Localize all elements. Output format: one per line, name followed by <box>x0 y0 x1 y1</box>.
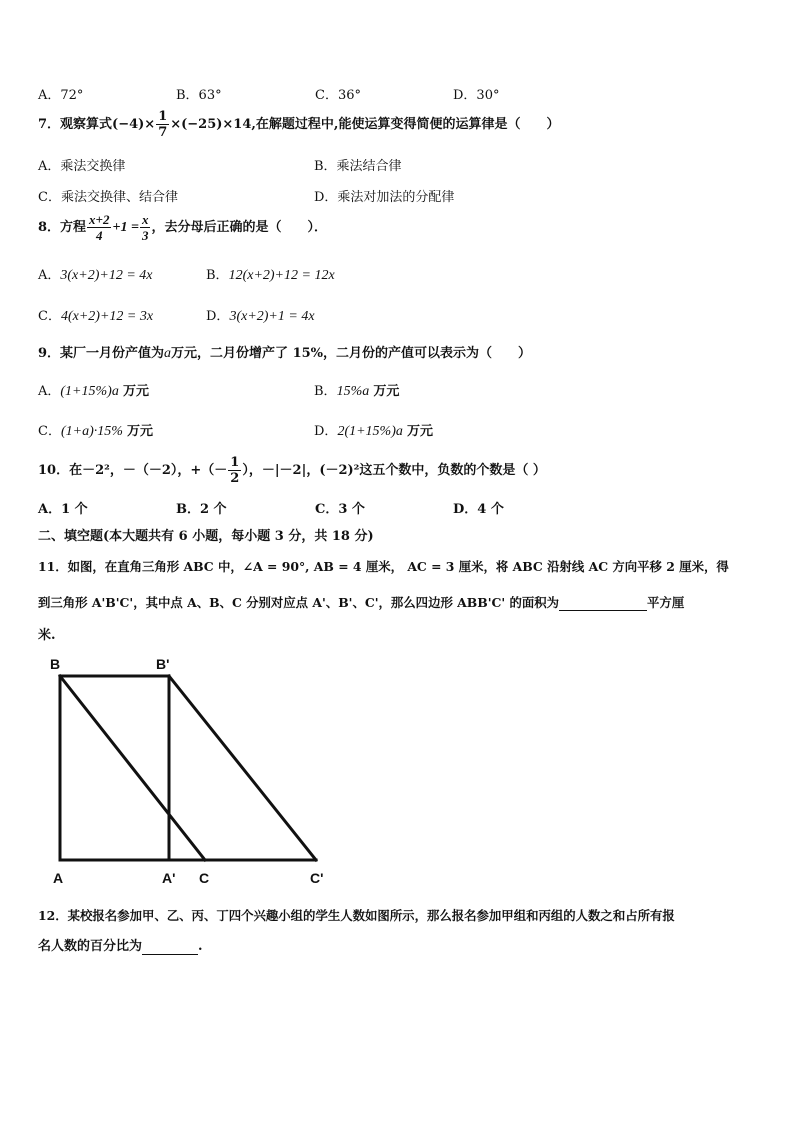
q9-var: a <box>164 346 172 361</box>
q12-answer-blank <box>142 939 198 955</box>
q6-option-a: A．72° <box>38 88 84 103</box>
q9-option-a <box>38 380 149 400</box>
q8-fraction-2 <box>140 212 151 243</box>
q8-c-label: C． <box>38 309 61 324</box>
q9-c-unit: 万元 <box>127 424 154 439</box>
section-heading: 二、填空题(本大题共有 6 小题，每小题 3 分，共 18 分) <box>38 529 374 544</box>
q9-stem <box>38 342 531 362</box>
q8-d-label: D． <box>206 309 230 324</box>
q8-suffix: ，去分母后正确的是（ ）． <box>151 220 327 235</box>
q9-option-c <box>38 420 153 440</box>
label-c: C <box>199 870 210 886</box>
q9-b-label: B． <box>314 384 337 399</box>
q9-a-unit: 万元 <box>122 384 149 399</box>
q11-line-2a: 到三角形 A'B'C'，其中点 A、B、C 分别对应点 A'、B'、C'，那么四边形 ABB'C' 的面积为 <box>38 595 560 610</box>
q8-option-c <box>38 305 153 325</box>
q12-line-2-end: . <box>198 939 203 954</box>
q8-option-a <box>38 264 152 284</box>
q8-b-label: B． <box>206 268 229 283</box>
q11-line-3: 米. <box>38 628 56 643</box>
q9-option-b <box>314 380 399 400</box>
q11-answer-blank <box>559 595 647 611</box>
q10-suffix: ），－|－2|，(－2)²这五个数中，负数的个数是（ ） <box>242 463 546 478</box>
label-bp: B' <box>156 656 170 672</box>
q9-c-expr: (1+a)·15% <box>60 424 123 439</box>
q8-option-d <box>206 305 315 325</box>
q11-line-2b: 平方厘 <box>647 595 685 610</box>
q8-mid: +1 = <box>112 220 139 235</box>
q11-line-2 <box>38 593 684 611</box>
q10-stem <box>38 455 546 486</box>
q9-a-label: A． <box>38 384 61 399</box>
q10-option-c: C．3 个 <box>315 502 365 517</box>
q8-d-expr: 3(x+2)+1 = 4x <box>229 309 315 324</box>
q10-option-a: A．1 个 <box>38 502 88 517</box>
q10-frac-den: 2 <box>230 471 240 486</box>
q7-option-c: C．乘法交换律、结合律 <box>38 190 178 205</box>
q9-text-b: 万元，二月份增产了 15%，二月份的产值可以表示为（ ） <box>171 346 532 361</box>
q9-option-d <box>314 420 433 440</box>
label-cp: C' <box>310 870 324 886</box>
q7-option-b: B．乘法结合律 <box>314 159 402 174</box>
q6-option-b: B．63° <box>176 88 222 103</box>
q8-b-expr: 12(x+2)+12 = 12x <box>228 268 335 283</box>
q6-option-d: D．30° <box>453 88 500 103</box>
q7-suffix: ×(−25)×14,在解题过程中,能使运算变得简便的运算律是（ ） <box>170 117 560 132</box>
q9-b-expr: 15%a <box>336 384 370 399</box>
q8-f2-num: x <box>141 212 149 227</box>
label-a: A <box>53 870 64 886</box>
q8-f2-den: 3 <box>141 228 149 243</box>
q11-line-1: 11．如图，在直角三角形 ABC 中，∠A = 90°, AB = 4 厘米， AC = 3 厘米，将 ABC 沿射线 AC 方向平移 2 厘米，得 <box>38 559 729 574</box>
q12-line-1: 12．某校报名参加甲、乙、丙、丁四个兴趣小组的学生人数如图所示，那么报名参加甲组和丙组的人数之和占所有报 <box>38 908 675 923</box>
q7-fraction <box>156 109 169 140</box>
q8-prefix: 8．方程 <box>38 220 87 235</box>
q8-c-expr: 4(x+2)+12 = 3x <box>60 309 154 324</box>
q8-f1-den: 4 <box>96 228 103 243</box>
q7-option-d: D．乘法对加法的分配律 <box>314 190 455 205</box>
q7-prefix: 7．观察算式(−4)× <box>38 117 156 132</box>
q10-frac-num: 1 <box>230 455 240 470</box>
q10-fraction <box>228 455 241 486</box>
q8-f1-num: x+2 <box>89 212 110 227</box>
q8-fraction-1 <box>87 212 111 243</box>
label-ap: A' <box>162 870 176 886</box>
q10-prefix: 10．在－2²，－（－2），+（－ <box>38 463 228 478</box>
q8-a-expr: 3(x+2)+12 = 4x <box>60 268 153 283</box>
q8-option-b <box>206 264 335 284</box>
segment-bc <box>60 676 205 860</box>
q7-option-a: A．乘法交换律 <box>38 159 126 174</box>
q7-frac-den: 7 <box>158 125 168 140</box>
q6-option-c: C．36° <box>315 88 361 103</box>
q9-d-unit: 万元 <box>407 424 434 439</box>
label-b: B <box>50 656 61 672</box>
q9-b-unit: 万元 <box>373 384 400 399</box>
q8-stem <box>38 212 327 243</box>
q8-a-label: A． <box>38 268 61 283</box>
q9-text-a: 9．某厂一月份产值为 <box>38 346 165 361</box>
q9-a-expr: (1+15%)a <box>60 384 119 399</box>
q10-option-d: D．4 个 <box>453 502 504 517</box>
q9-d-expr: 2(1+15%)a <box>337 424 403 439</box>
q12-line-2 <box>38 935 203 955</box>
q12-line-2-text: 名人数的百分比为 <box>38 939 143 954</box>
q10-option-b: B．2 个 <box>176 502 227 517</box>
q9-d-label: D． <box>314 424 338 439</box>
segment-bpcp <box>169 676 316 860</box>
q9-c-label: C． <box>38 424 61 439</box>
q7-stem <box>38 109 559 140</box>
q7-frac-num: 1 <box>158 109 168 124</box>
